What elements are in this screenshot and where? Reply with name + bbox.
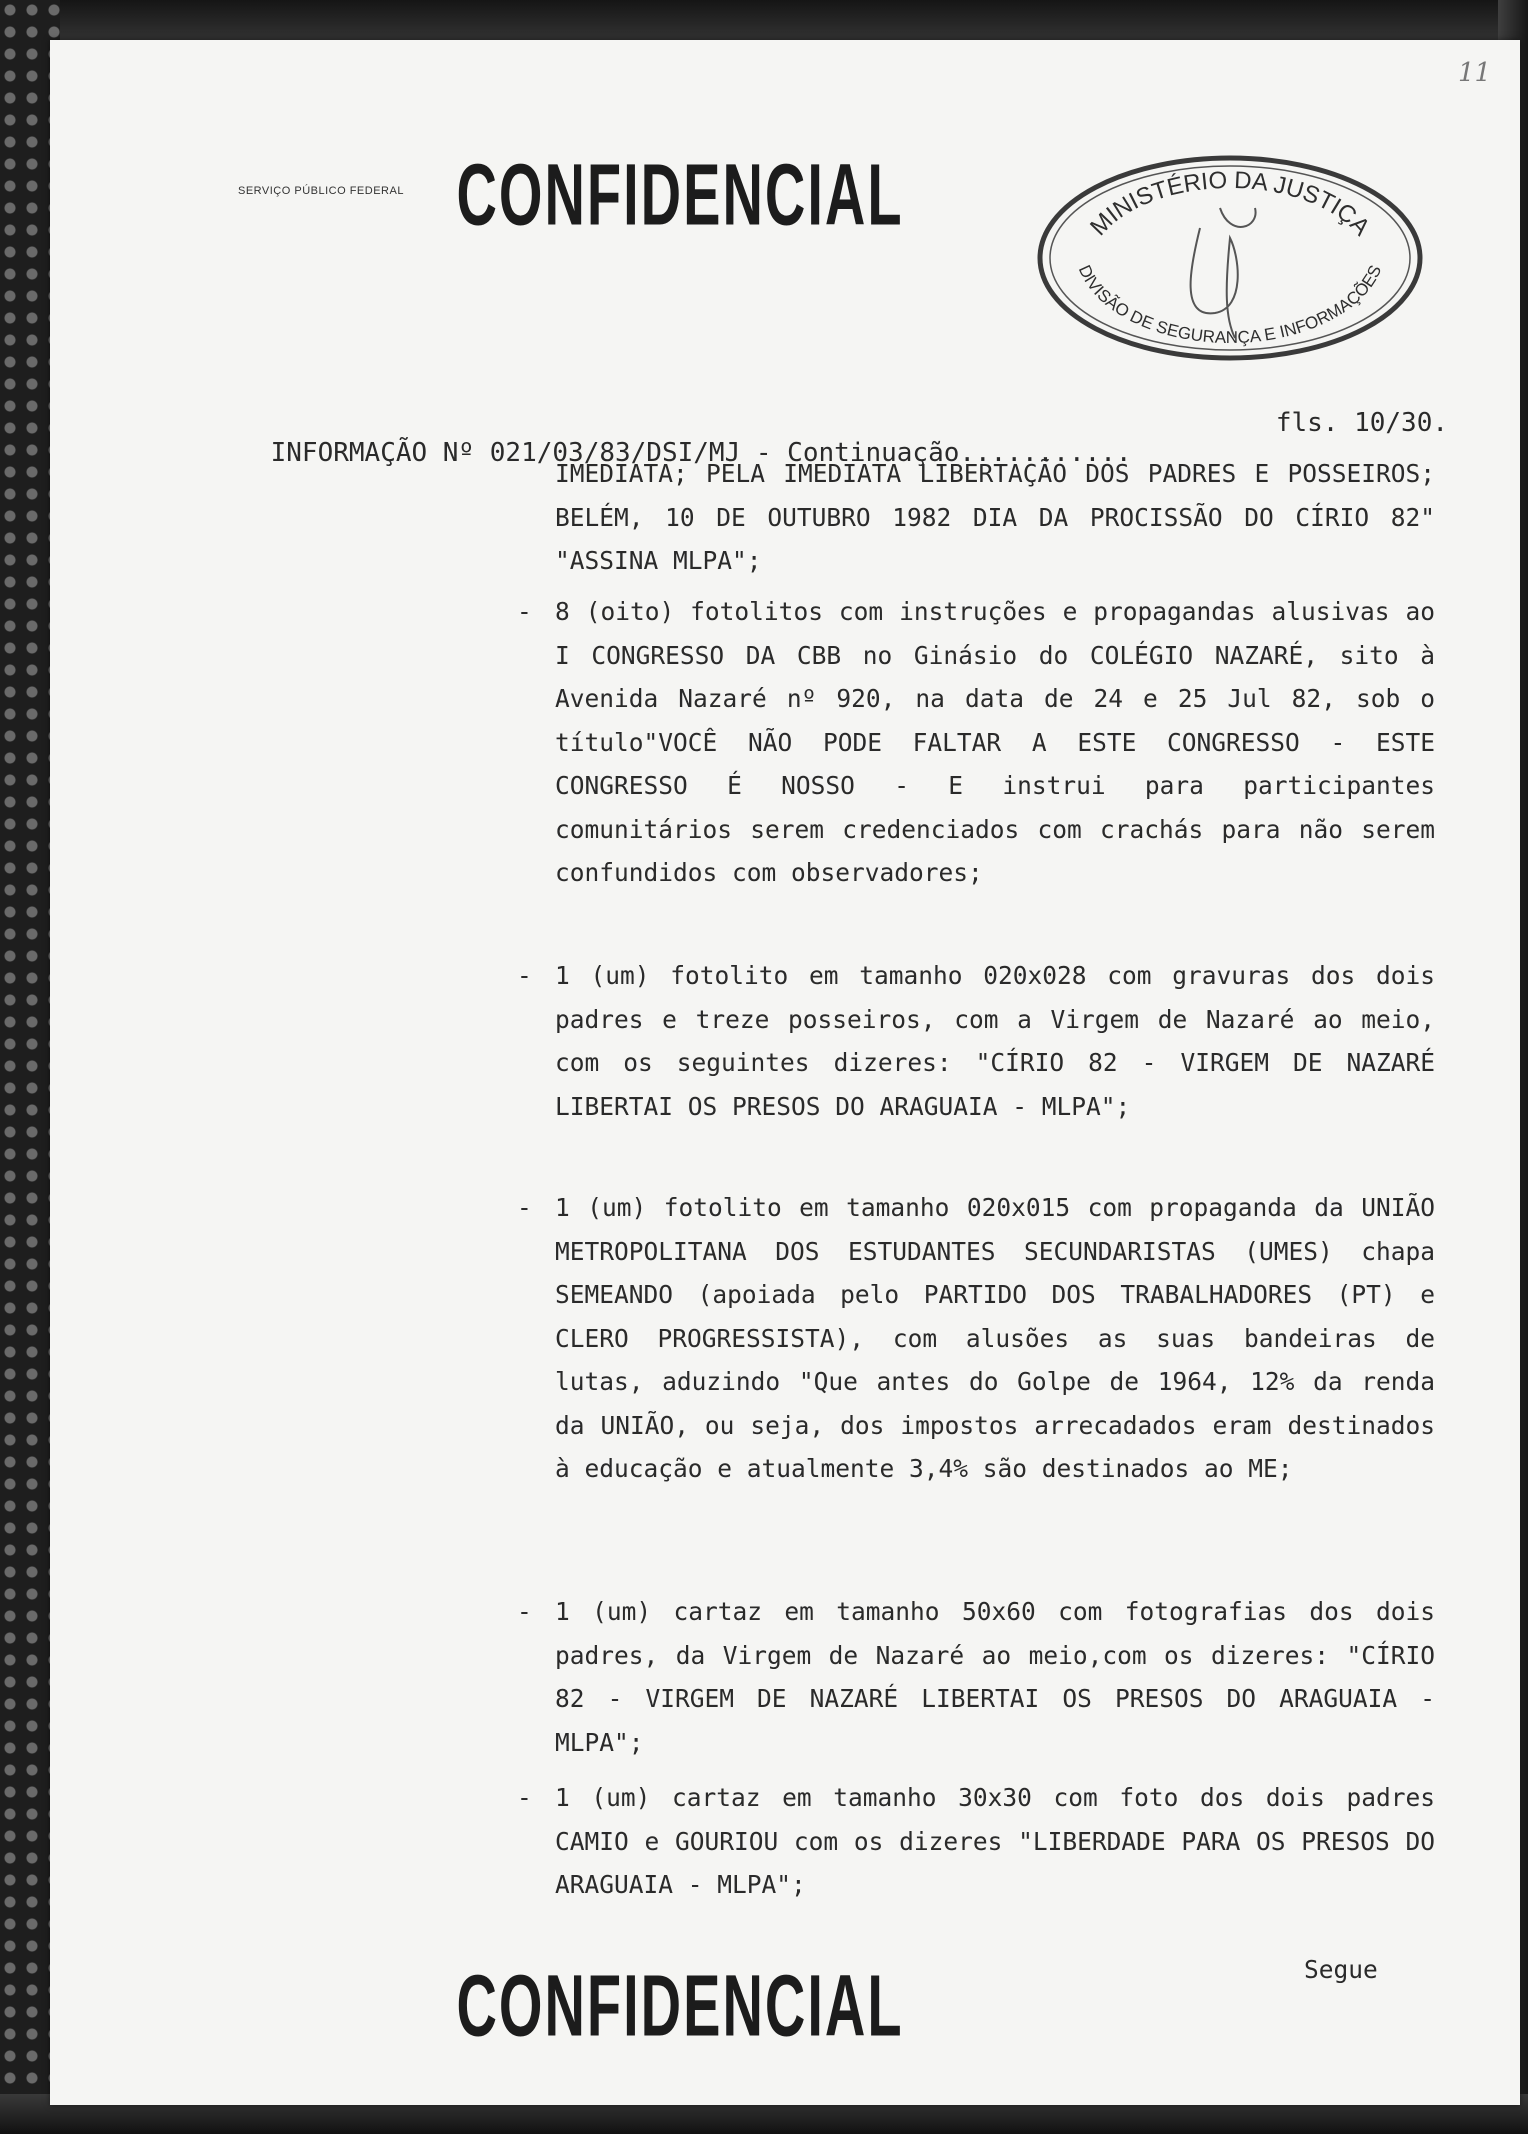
stamp-bottom-text: DIVISÃO DE SEGURANÇA E INFORMAÇÕES: [1074, 262, 1386, 348]
item-list: [517, 1186, 1435, 1491]
list-item-dash: -: [517, 961, 532, 990]
list-item: [517, 1186, 1435, 1491]
classification-footer-text: CONFIDENCIAL: [456, 1956, 904, 2055]
list-item-text: 1 (um) fotolito em tamanho 020x015 com propaganda da UNIÃO METROPOLITANA DOS ESTUDANTES SECUNDARISTAS (UMES) chapa SEMEANDO (apoiada pelo PARTIDO DOS TRABALHADORES (PT) e CLERO PROGRESSISTA), com alusões as suas bandeiras de lutas, aduzindo "Que antes do Golpe de 1964, 12% da renda da UNIÃO, ou seja, dos impostos arrecadados eram destinados à educação e atualmente 3,4% são destinados ao ME;: [555, 1193, 1435, 1483]
list-item-text: 1 (um) cartaz em tamanho 50x60 com fotografias dos dois padres, da Virgem de Nazaré ao meio,com os dizeres: "CÍRIO 82 - VIRGEM DE NAZARÉ LIBERTAI OS PRESOS DO ARAGUAIA - MLPA";: [555, 1597, 1435, 1757]
classification-header-text: CONFIDENCIAL: [456, 145, 904, 244]
list-item: [517, 590, 1435, 895]
intro-paragraph-block: [555, 452, 1435, 583]
list-item-dash: -: [517, 597, 532, 626]
list-item-dash: -: [517, 1193, 532, 1222]
continuation-note: Segue: [1304, 1955, 1378, 1984]
list-item: [517, 1776, 1435, 1907]
item-list: [517, 1590, 1435, 1764]
information-reference: INFORMAÇÃO Nº 021/03/83/DSI/MJ - Continuação...........: [270, 438, 1132, 468]
folio-number: fls. 10/30.: [1275, 408, 1448, 438]
handwritten-page-mark: 11: [1458, 58, 1492, 88]
list-item: [517, 1590, 1435, 1764]
document-page: [50, 40, 1520, 2105]
item-list: [517, 590, 1435, 895]
list-item-text: 8 (oito) fotolitos com instruções e propagandas alusivas ao I CONGRESSO DA CBB no Ginásio do COLÉGIO NAZARÉ, sito à Avenida Nazaré nº 920, na data de 24 e 25 Jul 82, sob o título"VOCÊ NÃO PODE FALTAR A ESTE CONGRESSO - ESTE CONGRESSO É NOSSO - E instrui para participantes comunitários serem credenciados com crachás para não serem confundidos com observadores;: [555, 597, 1435, 887]
list-item-text: 1 (um) fotolito em tamanho 020x028 com gravuras dos dois padres e treze posseiros, com a Virgem de Nazaré ao meio, com os seguintes dizeres: "CÍRIO 82 - VIRGEM DE NAZARÉ LIBERTAI OS PRESOS DO ARAGUAIA - MLPA";: [555, 961, 1435, 1121]
list-item: [517, 954, 1435, 1128]
item-list: [517, 954, 1435, 1128]
classification-footer: [50, 1955, 1520, 2056]
list-item-text: 1 (um) cartaz em tamanho 30x30 com foto dos dois padres CAMIO e GOURIOU com os dizeres "LIBERDADE PARA OS PRESOS DO ARAGUAIA - MLPA";: [555, 1783, 1435, 1899]
service-label: SERVIÇO PÚBLICO FEDERAL: [238, 185, 404, 197]
list-item-dash: -: [517, 1783, 532, 1812]
ministry-stamp: [1030, 148, 1430, 368]
list-item-dash: -: [517, 1597, 532, 1626]
intro-paragraph: IMEDIATA; PELA IMEDIATA LIBERTAÇÃO DOS PADRES E POSSEIROS; BELÉM, 10 DE OUTUBRO 1982 DIA DA PROCISSÃO DO CÍRIO 82" "ASSINA MLPA";: [555, 459, 1435, 575]
stamp-top-text: MINISTÉRIO DA JUSTIÇA: [1085, 166, 1376, 241]
item-list: [517, 1776, 1435, 1907]
signature-scribble: [1191, 208, 1256, 338]
